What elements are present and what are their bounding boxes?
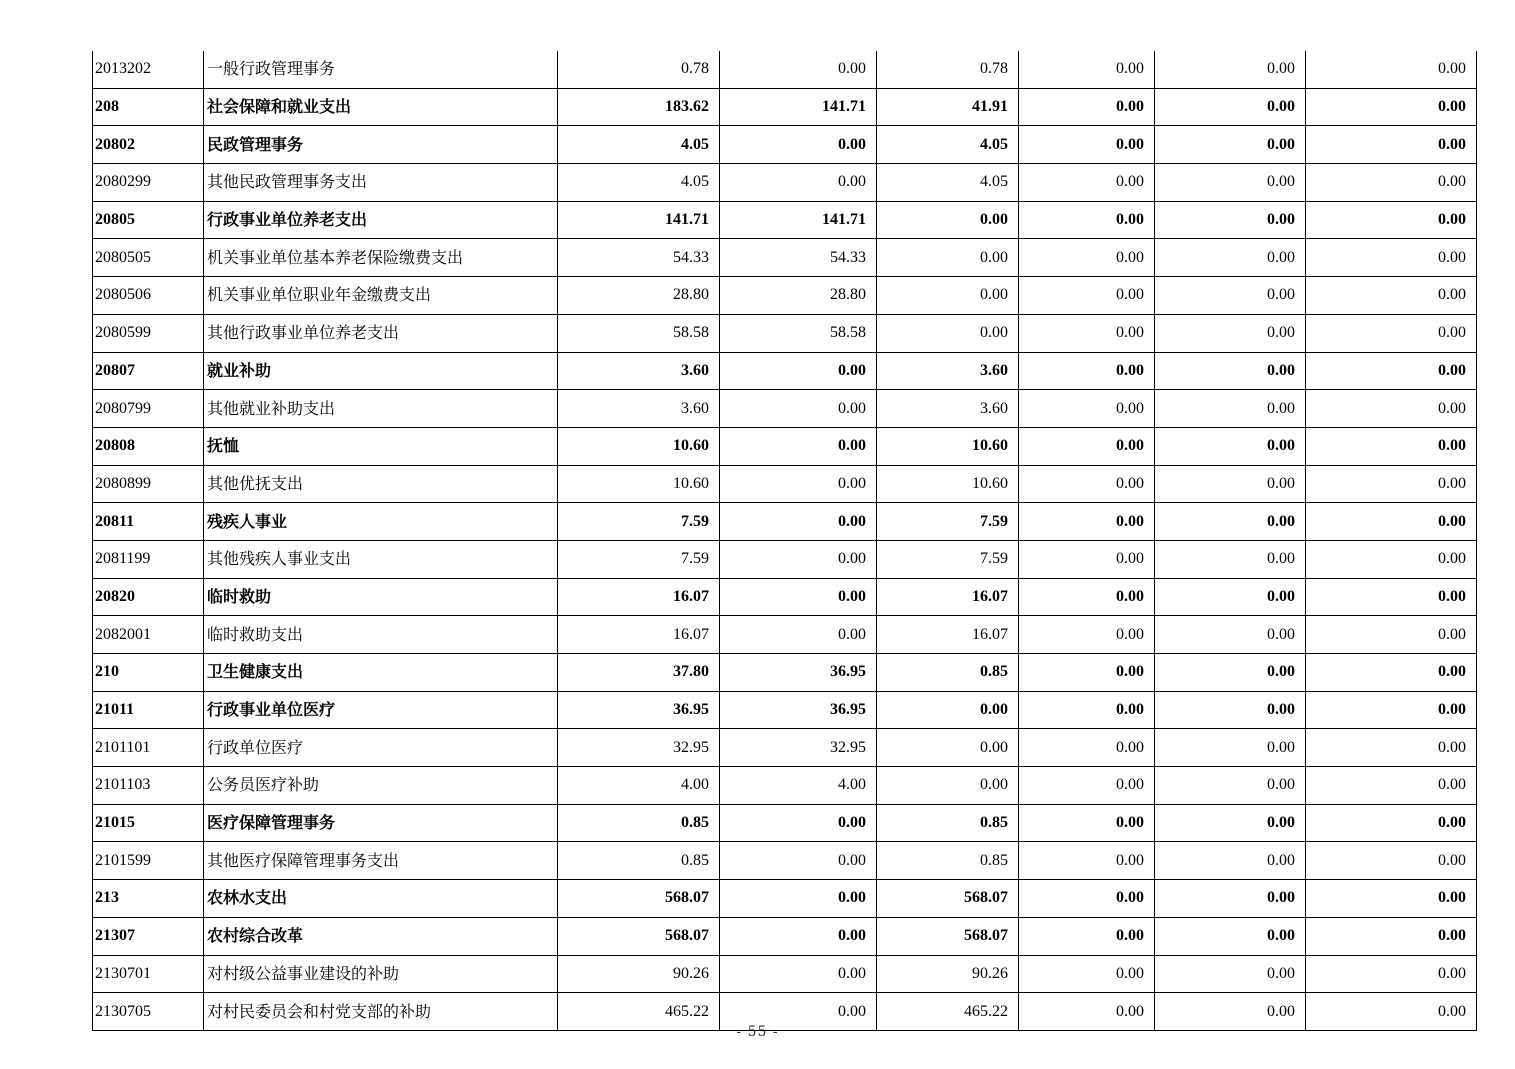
subject-name-cell: 卫生健康支出 (204, 654, 558, 692)
amount-cell: 4.05 (877, 164, 1019, 202)
amount-cell: 568.07 (877, 880, 1019, 918)
amount-cell: 0.00 (720, 993, 877, 1031)
table-row (93, 390, 1477, 428)
amount-cell: 37.80 (558, 654, 720, 692)
amount-cell: 36.95 (720, 654, 877, 692)
amount-cell: 0.00 (1155, 465, 1306, 503)
amount-cell: 0.00 (720, 164, 877, 202)
subject-code-cell: 2080506 (93, 277, 204, 315)
subject-name-cell: 其他行政事业单位养老支出 (204, 314, 558, 352)
amount-cell: 0.85 (877, 654, 1019, 692)
subject-code-cell: 21011 (93, 691, 204, 729)
subject-code-cell: 2082001 (93, 616, 204, 654)
amount-cell: 0.00 (1155, 804, 1306, 842)
subject-code-cell: 21015 (93, 804, 204, 842)
subject-name-cell: 行政事业单位医疗 (204, 691, 558, 729)
subject-code-cell: 21307 (93, 917, 204, 955)
amount-cell: 0.00 (1155, 51, 1306, 88)
amount-cell: 0.00 (1306, 314, 1477, 352)
amount-cell: 0.00 (1019, 654, 1155, 692)
amount-cell: 0.00 (1306, 427, 1477, 465)
table-body (93, 51, 1477, 1030)
table-row (93, 616, 1477, 654)
amount-cell: 0.00 (1019, 277, 1155, 315)
amount-cell: 0.00 (720, 880, 877, 918)
amount-cell: 0.00 (1306, 917, 1477, 955)
amount-cell: 7.59 (558, 503, 720, 541)
subject-name-cell: 行政事业单位养老支出 (204, 201, 558, 239)
table-row (93, 767, 1477, 805)
amount-cell: 7.59 (877, 503, 1019, 541)
amount-cell: 0.00 (1306, 503, 1477, 541)
amount-cell: 0.00 (720, 51, 877, 88)
amount-cell: 16.07 (877, 616, 1019, 654)
amount-cell: 0.00 (1155, 277, 1306, 315)
table-row (93, 691, 1477, 729)
amount-cell: 16.07 (877, 578, 1019, 616)
subject-code-cell: 20807 (93, 352, 204, 390)
amount-cell: 0.85 (558, 842, 720, 880)
amount-cell: 41.91 (877, 88, 1019, 126)
amount-cell: 0.00 (1155, 616, 1306, 654)
amount-cell: 0.00 (1019, 955, 1155, 993)
amount-cell: 0.00 (1155, 654, 1306, 692)
amount-cell: 0.00 (1155, 578, 1306, 616)
subject-code-cell: 2101101 (93, 729, 204, 767)
amount-cell: 10.60 (558, 427, 720, 465)
subject-name-cell: 其他残疾人事业支出 (204, 540, 558, 578)
subject-code-cell: 2080899 (93, 465, 204, 503)
amount-cell: 0.00 (1306, 201, 1477, 239)
amount-cell: 0.00 (1155, 767, 1306, 805)
amount-cell: 0.00 (877, 729, 1019, 767)
amount-cell: 16.07 (558, 616, 720, 654)
amount-cell: 4.05 (558, 126, 720, 164)
amount-cell: 58.58 (558, 314, 720, 352)
subject-code-cell: 210 (93, 654, 204, 692)
amount-cell: 0.00 (1019, 465, 1155, 503)
subject-code-cell: 2101103 (93, 767, 204, 805)
subject-code-cell: 2080599 (93, 314, 204, 352)
table-row (93, 654, 1477, 692)
table-row (93, 427, 1477, 465)
amount-cell: 0.00 (1306, 277, 1477, 315)
amount-cell: 0.00 (1306, 540, 1477, 578)
amount-cell: 0.78 (558, 51, 720, 88)
subject-name-cell: 医疗保障管理事务 (204, 804, 558, 842)
amount-cell: 0.00 (720, 955, 877, 993)
subject-code-cell: 2101599 (93, 842, 204, 880)
table-row (93, 239, 1477, 277)
subject-name-cell: 临时救助 (204, 578, 558, 616)
subject-name-cell: 一般行政管理事务 (204, 51, 558, 88)
amount-cell: 4.00 (720, 767, 877, 805)
amount-cell: 0.00 (720, 390, 877, 428)
amount-cell: 0.00 (1019, 804, 1155, 842)
table-row (93, 277, 1477, 315)
table-row (93, 880, 1477, 918)
amount-cell: 0.00 (1019, 691, 1155, 729)
amount-cell: 0.00 (720, 503, 877, 541)
subject-code-cell: 20802 (93, 126, 204, 164)
subject-name-cell: 对村级公益事业建设的补助 (204, 955, 558, 993)
table-row (93, 842, 1477, 880)
amount-cell: 0.00 (1155, 993, 1306, 1031)
amount-cell: 10.60 (877, 465, 1019, 503)
amount-cell: 0.00 (1019, 88, 1155, 126)
subject-code-cell: 2080299 (93, 164, 204, 202)
amount-cell: 0.00 (1306, 126, 1477, 164)
table-row (93, 88, 1477, 126)
amount-cell: 4.05 (877, 126, 1019, 164)
amount-cell: 58.58 (720, 314, 877, 352)
subject-name-cell: 残疾人事业 (204, 503, 558, 541)
amount-cell: 0.00 (720, 352, 877, 390)
table-row (93, 465, 1477, 503)
subject-name-cell: 机关事业单位基本养老保险缴费支出 (204, 239, 558, 277)
amount-cell: 0.00 (1306, 465, 1477, 503)
table-row (93, 729, 1477, 767)
amount-cell: 0.00 (1155, 390, 1306, 428)
amount-cell: 0.00 (1306, 729, 1477, 767)
amount-cell: 0.00 (877, 277, 1019, 315)
table-row (93, 164, 1477, 202)
amount-cell: 0.00 (1019, 201, 1155, 239)
subject-code-cell: 20808 (93, 427, 204, 465)
amount-cell: 0.00 (1019, 51, 1155, 88)
subject-name-cell: 社会保障和就业支出 (204, 88, 558, 126)
amount-cell: 3.60 (558, 352, 720, 390)
amount-cell: 0.00 (1155, 239, 1306, 277)
subject-name-cell: 抚恤 (204, 427, 558, 465)
subject-code-cell: 20805 (93, 201, 204, 239)
amount-cell: 0.00 (1019, 767, 1155, 805)
amount-cell: 36.95 (558, 691, 720, 729)
amount-cell: 0.00 (1306, 239, 1477, 277)
amount-cell: 0.00 (1306, 767, 1477, 805)
amount-cell: 0.00 (720, 917, 877, 955)
amount-cell: 0.00 (1306, 804, 1477, 842)
amount-cell: 0.00 (1306, 691, 1477, 729)
subject-name-cell: 对村民委员会和村党支部的补助 (204, 993, 558, 1031)
table-row (93, 51, 1477, 88)
amount-cell: 0.00 (877, 691, 1019, 729)
subject-name-cell: 农林水支出 (204, 880, 558, 918)
amount-cell: 10.60 (558, 465, 720, 503)
table-row (93, 314, 1477, 352)
amount-cell: 0.00 (720, 126, 877, 164)
page-number: - 55 - (736, 1024, 779, 1040)
amount-cell: 0.00 (1019, 390, 1155, 428)
table-row (93, 126, 1477, 164)
amount-cell: 0.00 (1019, 993, 1155, 1031)
amount-cell: 0.00 (1306, 654, 1477, 692)
amount-cell: 0.00 (877, 201, 1019, 239)
amount-cell: 0.00 (1155, 201, 1306, 239)
amount-cell: 0.00 (1155, 955, 1306, 993)
amount-cell: 3.60 (877, 352, 1019, 390)
amount-cell: 0.00 (1155, 352, 1306, 390)
amount-cell: 0.00 (1019, 616, 1155, 654)
amount-cell: 0.00 (720, 578, 877, 616)
amount-cell: 0.00 (720, 540, 877, 578)
amount-cell: 4.00 (558, 767, 720, 805)
amount-cell: 10.60 (877, 427, 1019, 465)
amount-cell: 28.80 (558, 277, 720, 315)
table-row (93, 804, 1477, 842)
amount-cell: 0.00 (1306, 993, 1477, 1031)
table-row (93, 503, 1477, 541)
subject-name-cell: 其他优抚支出 (204, 465, 558, 503)
amount-cell: 0.00 (1306, 164, 1477, 202)
amount-cell: 3.60 (877, 390, 1019, 428)
subject-code-cell: 2013202 (93, 51, 204, 88)
amount-cell: 0.00 (1155, 880, 1306, 918)
amount-cell: 0.00 (720, 465, 877, 503)
amount-cell: 0.85 (558, 804, 720, 842)
amount-cell: 0.00 (1019, 126, 1155, 164)
amount-cell: 0.00 (1306, 390, 1477, 428)
amount-cell: 36.95 (720, 691, 877, 729)
table-row (93, 955, 1477, 993)
subject-code-cell: 20811 (93, 503, 204, 541)
amount-cell: 0.78 (877, 51, 1019, 88)
amount-cell: 0.00 (720, 804, 877, 842)
amount-cell: 0.00 (877, 239, 1019, 277)
budget-table (92, 51, 1477, 1031)
amount-cell: 0.00 (1019, 540, 1155, 578)
amount-cell: 32.95 (720, 729, 877, 767)
table-row (93, 352, 1477, 390)
amount-cell: 0.00 (1019, 729, 1155, 767)
amount-cell: 0.00 (1019, 842, 1155, 880)
amount-cell: 0.00 (1155, 691, 1306, 729)
amount-cell: 54.33 (558, 239, 720, 277)
amount-cell: 0.00 (1306, 352, 1477, 390)
amount-cell: 0.00 (720, 427, 877, 465)
amount-cell: 568.07 (877, 917, 1019, 955)
amount-cell: 141.71 (720, 88, 877, 126)
subject-code-cell: 2130701 (93, 955, 204, 993)
amount-cell: 0.00 (877, 767, 1019, 805)
amount-cell: 0.00 (720, 616, 877, 654)
subject-code-cell: 2081199 (93, 540, 204, 578)
amount-cell: 90.26 (877, 955, 1019, 993)
amount-cell: 0.00 (1155, 729, 1306, 767)
amount-cell: 0.00 (1019, 164, 1155, 202)
amount-cell: 0.00 (1306, 578, 1477, 616)
amount-cell: 0.00 (1019, 503, 1155, 541)
amount-cell: 0.00 (1019, 239, 1155, 277)
amount-cell: 7.59 (877, 540, 1019, 578)
amount-cell: 0.00 (1155, 917, 1306, 955)
subject-code-cell: 213 (93, 880, 204, 918)
amount-cell: 465.22 (877, 993, 1019, 1031)
table-row (93, 917, 1477, 955)
amount-cell: 0.00 (1155, 88, 1306, 126)
amount-cell: 0.00 (1155, 427, 1306, 465)
amount-cell: 0.00 (1306, 880, 1477, 918)
subject-name-cell: 民政管理事务 (204, 126, 558, 164)
amount-cell: 0.85 (877, 804, 1019, 842)
amount-cell: 141.71 (720, 201, 877, 239)
subject-code-cell: 208 (93, 88, 204, 126)
subject-name-cell: 农村综合改革 (204, 917, 558, 955)
amount-cell: 7.59 (558, 540, 720, 578)
amount-cell: 0.00 (1155, 540, 1306, 578)
amount-cell: 0.00 (1019, 880, 1155, 918)
amount-cell: 141.71 (558, 201, 720, 239)
amount-cell: 183.62 (558, 88, 720, 126)
table-row (93, 540, 1477, 578)
amount-cell: 568.07 (558, 880, 720, 918)
amount-cell: 0.00 (1306, 51, 1477, 88)
amount-cell: 4.05 (558, 164, 720, 202)
amount-cell: 465.22 (558, 993, 720, 1031)
subject-code-cell: 2130705 (93, 993, 204, 1031)
amount-cell: 0.00 (1155, 314, 1306, 352)
amount-cell: 28.80 (720, 277, 877, 315)
subject-code-cell: 20820 (93, 578, 204, 616)
subject-name-cell: 机关事业单位职业年金缴费支出 (204, 277, 558, 315)
amount-cell: 0.00 (1019, 352, 1155, 390)
amount-cell: 568.07 (558, 917, 720, 955)
amount-cell: 0.00 (1019, 427, 1155, 465)
subject-name-cell: 其他医疗保障管理事务支出 (204, 842, 558, 880)
amount-cell: 0.00 (1306, 955, 1477, 993)
subject-name-cell: 其他就业补助支出 (204, 390, 558, 428)
amount-cell: 0.00 (1155, 126, 1306, 164)
amount-cell: 16.07 (558, 578, 720, 616)
amount-cell: 0.00 (1019, 578, 1155, 616)
table-row (93, 578, 1477, 616)
amount-cell: 0.00 (1019, 917, 1155, 955)
subject-code-cell: 2080505 (93, 239, 204, 277)
amount-cell: 0.00 (1019, 314, 1155, 352)
amount-cell: 0.00 (1155, 842, 1306, 880)
subject-name-cell: 就业补助 (204, 352, 558, 390)
amount-cell: 90.26 (558, 955, 720, 993)
amount-cell: 0.00 (1155, 503, 1306, 541)
subject-name-cell: 公务员医疗补助 (204, 767, 558, 805)
amount-cell: 3.60 (558, 390, 720, 428)
amount-cell: 0.00 (1306, 616, 1477, 654)
amount-cell: 0.00 (1155, 164, 1306, 202)
amount-cell: 0.00 (1306, 842, 1477, 880)
subject-name-cell: 行政单位医疗 (204, 729, 558, 767)
amount-cell: 0.00 (877, 314, 1019, 352)
table-row (93, 201, 1477, 239)
amount-cell: 54.33 (720, 239, 877, 277)
amount-cell: 32.95 (558, 729, 720, 767)
subject-name-cell: 临时救助支出 (204, 616, 558, 654)
amount-cell: 0.85 (877, 842, 1019, 880)
amount-cell: 0.00 (720, 842, 877, 880)
subject-name-cell: 其他民政管理事务支出 (204, 164, 558, 202)
amount-cell: 0.00 (1306, 88, 1477, 126)
subject-code-cell: 2080799 (93, 390, 204, 428)
